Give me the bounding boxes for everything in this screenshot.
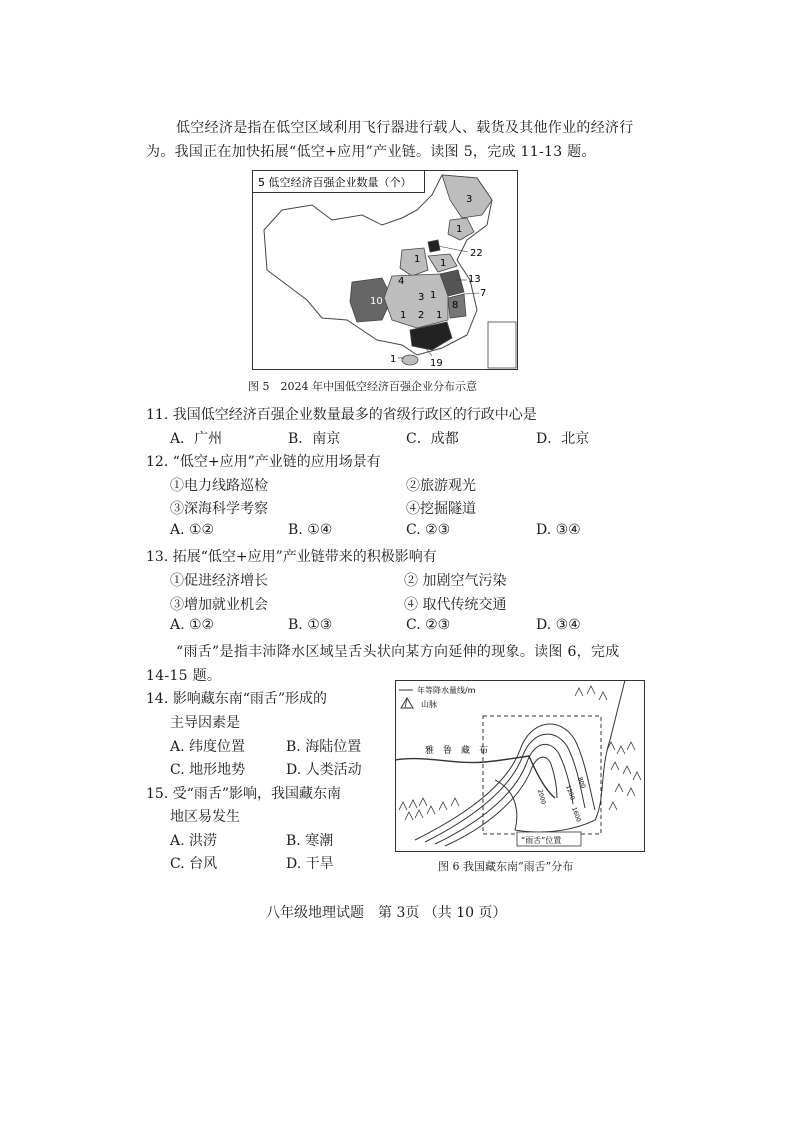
svg-text:19: 19	[430, 358, 443, 369]
province-hainan	[402, 355, 418, 365]
svg-text:1600: 1600	[570, 806, 582, 824]
svg-text:4: 4	[398, 276, 405, 287]
q15-stem-line-1: 15. 受“雨舌”影响，我国藏东南	[146, 786, 342, 802]
q13-item-3: ③增加就业机会	[170, 597, 268, 613]
svg-text:2: 2	[418, 310, 425, 321]
q12-option-d: D. ③④	[536, 522, 581, 538]
q14-option-c: C. 地形地势	[170, 762, 246, 778]
svg-text:13: 13	[468, 274, 481, 285]
svg-text:10: 10	[370, 296, 383, 307]
svg-text:7: 7	[480, 288, 487, 299]
q13-option-c: C. ②③	[406, 617, 451, 633]
q11-option-c: C．成都	[406, 431, 459, 447]
river-label: 雅 鲁 藏 布	[425, 746, 489, 756]
svg-text:1: 1	[440, 258, 447, 269]
svg-text:3: 3	[418, 292, 425, 303]
svg-text:3: 3	[466, 194, 473, 205]
q12-item-3: ③深海科学考察	[170, 501, 268, 517]
svg-text:1: 1	[430, 290, 437, 301]
box-label: “雨舌”位置	[521, 836, 562, 845]
q15-option-c: C. 台风	[170, 856, 218, 872]
figure5-caption: 图 5 2024 年中国低空经济百强企业分布示意	[248, 380, 477, 393]
svg-text:1: 1	[400, 310, 407, 321]
figure5-map	[252, 170, 518, 370]
q12-option-b: B. ①④	[288, 522, 333, 538]
svg-text:2000: 2000	[536, 788, 547, 806]
q13-option-a: A. ①②	[170, 617, 215, 633]
q12-option-a: A. ①②	[170, 522, 215, 538]
q15-option-a: A. 洪涝	[170, 833, 218, 849]
figure5-legend: 5 低空经济百强企业数量（个）	[258, 176, 412, 189]
svg-text:1: 1	[456, 224, 463, 235]
q14-stem-line-2: 主导因素是	[170, 715, 240, 731]
svg-text:1200: 1200	[564, 784, 576, 802]
q12-item-4: ④挖掘隧道	[406, 501, 476, 517]
q11-option-b: B．南京	[288, 431, 341, 447]
q13-stem: 13. 拓展“低空+应用”产业链带来的积极影响有	[146, 549, 437, 565]
q14-option-a: A. 纬度位置	[170, 739, 246, 755]
intro-line-2: 为。我国正在加快拓展“低空+应用”产业链。读图 5，完成 11-13 题。	[146, 144, 596, 160]
svg-text:1: 1	[390, 354, 397, 365]
q13-item-1: ①促进经济增长	[170, 573, 268, 589]
q13-item-4: ④ 取代传统交通	[404, 597, 507, 613]
q11-option-a: A．广州	[170, 431, 223, 447]
figure6-legend-mountain: 山脉	[421, 700, 437, 709]
q13-option-b: B. ①③	[288, 617, 333, 633]
q15-option-d: D. 干旱	[286, 856, 334, 872]
q15-stem-line-2: 地区易发生	[170, 809, 240, 825]
q11-stem: 11. 我国低空经济百强企业数量最多的省级行政区的行政中心是	[146, 407, 537, 423]
figure6-legend-isohyet: 年等降水量线/m	[417, 686, 476, 695]
svg-text:1: 1	[414, 254, 421, 265]
svg-text:1: 1	[436, 310, 443, 321]
figure6-caption: 图 6 我国藏东南“雨舌”分布	[438, 860, 574, 873]
q12-stem: 12. “低空+应用”产业链的应用场景有	[146, 454, 381, 470]
q14-stem-line-1: 14. 影响藏东南“雨舌”形成的	[146, 691, 328, 707]
svg-text:800: 800	[576, 776, 587, 790]
q11-option-d: D．北京	[536, 431, 590, 447]
q12-item-1: ①电力线路巡检	[170, 478, 268, 494]
q15-option-b: B. 寒潮	[286, 833, 334, 849]
intro2-line-1: “雨舌”是指丰沛降水区域呈舌头状向某方向延伸的现象。读图 6，完成	[176, 644, 620, 660]
q14-option-d: D. 人类活动	[286, 762, 362, 778]
q12-item-2: ②旅游观光	[406, 478, 476, 494]
svg-text:22: 22	[470, 248, 483, 259]
q12-option-c: C. ②③	[406, 522, 451, 538]
intro2-line-2: 14-15 题。	[146, 668, 222, 684]
q13-option-d: D. ③④	[536, 617, 581, 633]
q13-item-2: ② 加剧空气污染	[404, 573, 507, 589]
intro-line-1: 低空经济是指在低空区域利用飞行器进行载人、载货及其他作业的经济行	[176, 120, 634, 136]
svg-text:8: 8	[452, 300, 459, 311]
page-footer: 八年级地理试题 第 3页 （共 10 页）	[266, 905, 507, 921]
figure6-map	[395, 680, 645, 852]
q14-option-b: B. 海陆位置	[286, 739, 362, 755]
